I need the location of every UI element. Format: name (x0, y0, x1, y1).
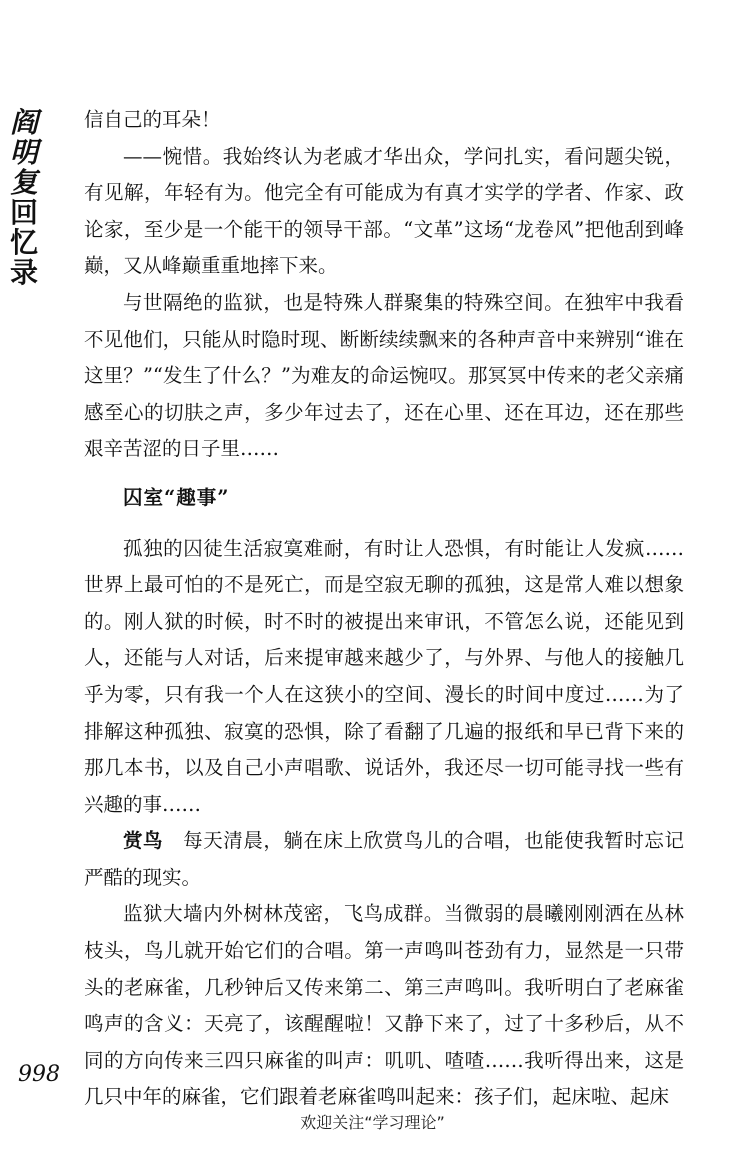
book-title-char: 录 (9, 256, 38, 289)
paragraph-continued: 信自己的耳朵！ (84, 108, 221, 131)
bird-paragraph (84, 823, 684, 896)
book-title-char: 明 (9, 136, 38, 169)
run-in-heading: 赏鸟 (123, 829, 164, 853)
paragraph: 与世隔绝的监狱，也是特殊人群聚集的特殊空间。在独牢中我看不见他们，只能从时隐时现、断断续续飘来的各种声音中来辨别“谁在这里？”“发生了什么？”为难友的命运惋叹。那冥冥中传来的老父亲痛感至心的切肤之声，多少年过去了，还在心里、还在耳边，还在那些艰辛苦涩的日子里…… (84, 290, 684, 461)
paragraph: 监狱大墙内外树林茂密，飞鸟成群。当微弱的晨曦刚刚洒在丛林枝头，鸟儿就开始它们的合唱。第一声鸣叫苍劲有力，显然是一只带头的老麻雀，几秒钟后又传来第二、第三声鸣叫。我听明白了老麻雀鸣声的含义：天亮了，该醒醒啦！又静下来了，过了十多秒后，从不同的方向传来三四只麻雀的叫声：叽叽、喳喳……我听得出来，这是几只中年的麻雀，它们跟着老麻雀鸣叫起来：孩子们，起床啦、起床 (84, 902, 684, 1109)
bird-paragraph-text: 每天清晨，躺在床上欣赏鸟儿的合唱，也能使我暂时忘记严酷的现实。 (84, 829, 684, 889)
book-title-vertical (6, 108, 42, 288)
book-title-char: 阎 (9, 106, 38, 139)
book-title-char: 复 (9, 166, 38, 199)
book-title-char: 忆 (9, 226, 38, 259)
section-heading: 囚室“趣事” (123, 485, 230, 509)
paragraph: ——惋惜。我始终认为老戚才华出众，学问扎实，看问题尖锐，有见解，年轻有为。他完全有可能成为有真才实学的学者、作家、政论家，至少是一个能干的领导干部。“文革”这场“龙卷风”把他刮到峰巅，又从峰巅重重地摔下来。 (84, 144, 684, 278)
book-title-char: 回 (9, 196, 38, 229)
footer-note: 欢迎关注“学习理论” (300, 1113, 445, 1132)
paragraph: 孤独的囚徒生活寂寞难耐，有时让人恐惧，有时能让人发疯……世界上最可怕的不是死亡，而是空寂无聊的孤独，这是常人难以想象的。刚人狱的时候，时不时的被提出来审讯，不管怎么说，还能见到人，还能与人对话，后来提审越来越少了，与外界、与他人的接触几乎为零，只有我一个人在这狭小的空间、漫长的时间中度过……为了排解这种孤独、寂寞的恐惧，除了看翻了几遍的报纸和早已背下来的那几本书，以及自己小声唱歌、说话外，我还尽一切可能寻找一些有兴趣的事…… (84, 536, 684, 816)
page-body (84, 102, 684, 1116)
page-number: 998 (18, 1062, 60, 1087)
